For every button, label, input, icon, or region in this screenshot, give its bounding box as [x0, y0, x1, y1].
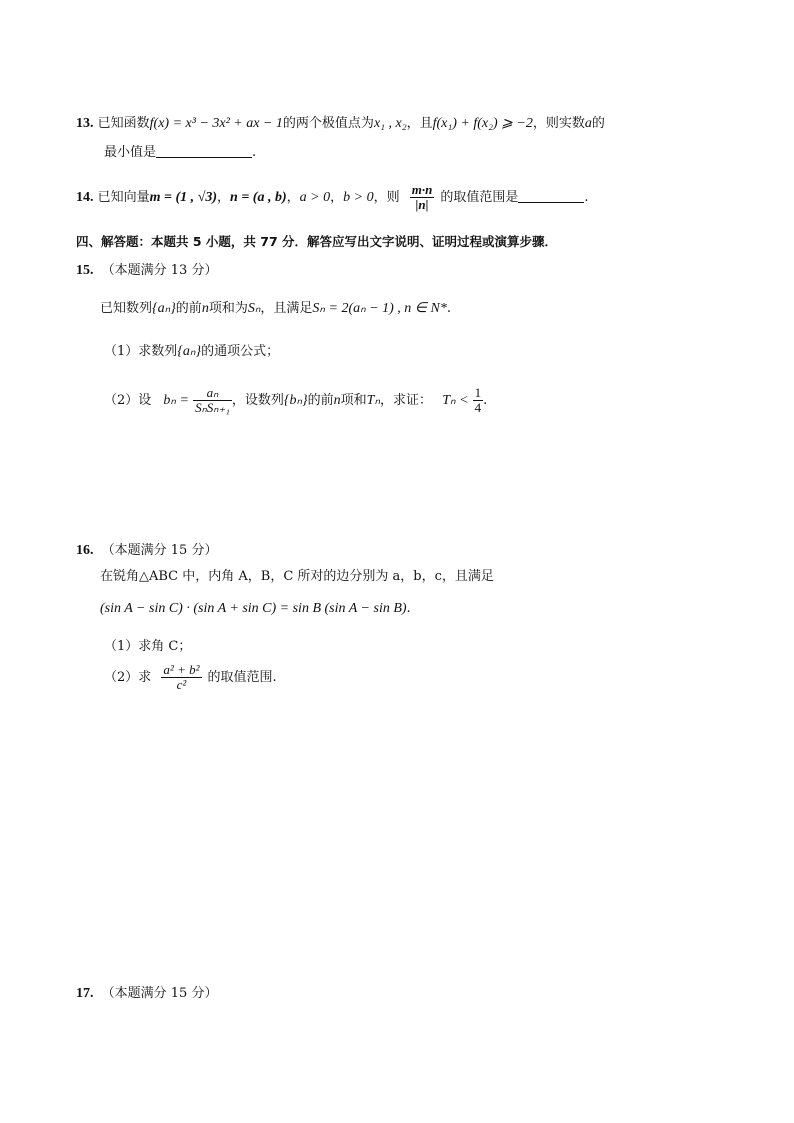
q15-formula: Sₙ = 2(aₙ − 1) , n ∈ N*	[312, 301, 447, 316]
q15-p1-text: 的通项公式；	[201, 344, 280, 359]
q16-score: （本题满分 15 分）	[101, 543, 218, 558]
q15-sn: Sₙ	[247, 301, 261, 316]
q13-condition: f(x₁) + f(x₂) ⩾ −2	[432, 116, 533, 131]
q15-p2-label: （2）设	[104, 393, 152, 408]
q13-text-6: 最小值是	[104, 145, 157, 160]
q15-seq-an: {aₙ}	[152, 301, 176, 316]
q14-text-1: 已知向量	[97, 190, 150, 205]
q14-cond-a: a > 0	[299, 190, 331, 205]
q15-p2-bn: bₙ =	[163, 393, 189, 408]
q14-vector-m: m = (1 , √3)	[149, 190, 218, 205]
q15-score: （本题满分 13 分）	[101, 263, 218, 278]
q15-text-3: 项和为	[208, 301, 248, 316]
q15-p2-text-2: 的前	[307, 393, 334, 408]
q13-variable: a	[584, 116, 592, 131]
q15-text-1: 已知数列	[100, 301, 153, 316]
q13-line2	[104, 144, 256, 162]
q15-p2-ineq-numerator: 1	[474, 385, 482, 400]
q15-part1	[104, 343, 279, 361]
q15-number: 15.	[76, 263, 94, 278]
q14-frac-denominator: |n|	[410, 197, 435, 212]
q16-header	[76, 542, 217, 560]
q14-sep-3: ，	[330, 190, 344, 205]
q15-p2-tn: Tₙ	[366, 393, 381, 408]
q16-number: 16.	[76, 543, 94, 558]
q13-text-3: ，且	[406, 116, 433, 131]
q14-text-3: 的取值范围是	[440, 190, 519, 205]
q15-p2-fraction	[193, 386, 232, 415]
q13-line1	[76, 115, 605, 133]
q15-p2-ineq-fraction	[473, 386, 484, 415]
q13-text-5: 的	[591, 116, 605, 131]
q16-part2	[104, 662, 277, 694]
section-heading: 四、解答题：本题共 5 小题，共 77 分．解答应写出文字说明、证明过程或演算步骤．	[76, 234, 558, 249]
q14-answer-blank	[518, 189, 584, 203]
q15-p2-frac-denominator: SₙSₙ₊₁	[195, 400, 230, 415]
q16-equation-line	[100, 600, 411, 618]
q14-end: .	[584, 190, 589, 205]
q14-sep-1: ，	[217, 190, 231, 205]
q15-p2-end: .	[483, 393, 488, 408]
q15-p2-text-4: ，求证：	[380, 393, 433, 408]
q15-header	[76, 262, 217, 280]
q15-p1-seq: {aₙ}	[177, 344, 202, 359]
q14-cond-b: b > 0	[343, 190, 374, 205]
q16-stem: 在锐角△ABC 中，内角 A，B，C 所对的边分别为 a，b，c，且满足	[100, 569, 494, 584]
q15-p2-ineq-left: Tₙ <	[442, 393, 469, 408]
q13-end: .	[252, 145, 257, 160]
q14-sep-2: ，	[286, 190, 300, 205]
q16-end: .	[406, 601, 411, 616]
q13-text-1: 已知函数	[97, 116, 150, 131]
q16-p2-fraction	[161, 663, 201, 692]
q15-p2-seq: {bₙ}	[283, 393, 308, 408]
q15-p2-ineq-denominator: 4	[474, 400, 482, 415]
q15-p2-text-3: 项和	[340, 393, 367, 408]
q13-text-2: 的两个极值点为	[282, 116, 374, 131]
q15-p1-label: （1）求数列	[104, 344, 178, 359]
q13-answer-blank	[156, 144, 252, 158]
q15-p2-frac-numerator: aₙ	[206, 385, 219, 400]
q15-n: n	[201, 301, 209, 316]
q14-vector-n: n = (a , b)	[230, 190, 287, 205]
q15-p2-n: n	[333, 393, 341, 408]
q14-fraction	[410, 183, 435, 212]
q13-number: 13.	[76, 116, 94, 131]
q16-p2-frac-numerator: a² + b²	[163, 662, 200, 677]
q16-equation: (sin A − sin C) · (sin A + sin C) = sin B (sin A − sin B)	[100, 601, 407, 616]
q16-p2-frac-denominator: c²	[161, 677, 201, 692]
q16-part1: （1）求角 C；	[104, 639, 192, 654]
q16-p2-label: （2）求	[104, 670, 152, 685]
q14-text-2: ，则	[373, 190, 400, 205]
q14-line	[76, 183, 588, 213]
q15-end: .	[446, 301, 451, 316]
q15-p2-text-1: ，设数列	[231, 393, 284, 408]
q13-text-4: ，则实数	[532, 116, 585, 131]
q17-score: （本题满分 15 分）	[101, 986, 218, 1001]
q15-stem	[100, 300, 451, 318]
q13-extreme-points: x₁ , x₂	[373, 116, 407, 131]
q15-text-2: 的前	[175, 301, 202, 316]
q14-number: 14.	[76, 190, 94, 205]
q13-function: f(x) = x³ − 3x² + ax − 1	[149, 116, 283, 131]
q17-header	[76, 985, 217, 1003]
q15-text-4: ，且满足	[260, 301, 313, 316]
q17-number: 17.	[76, 986, 94, 1001]
q14-frac-numerator: m·n	[411, 182, 433, 197]
q15-part2	[104, 385, 487, 417]
q16-p2-text: 的取值范围.	[207, 670, 277, 685]
